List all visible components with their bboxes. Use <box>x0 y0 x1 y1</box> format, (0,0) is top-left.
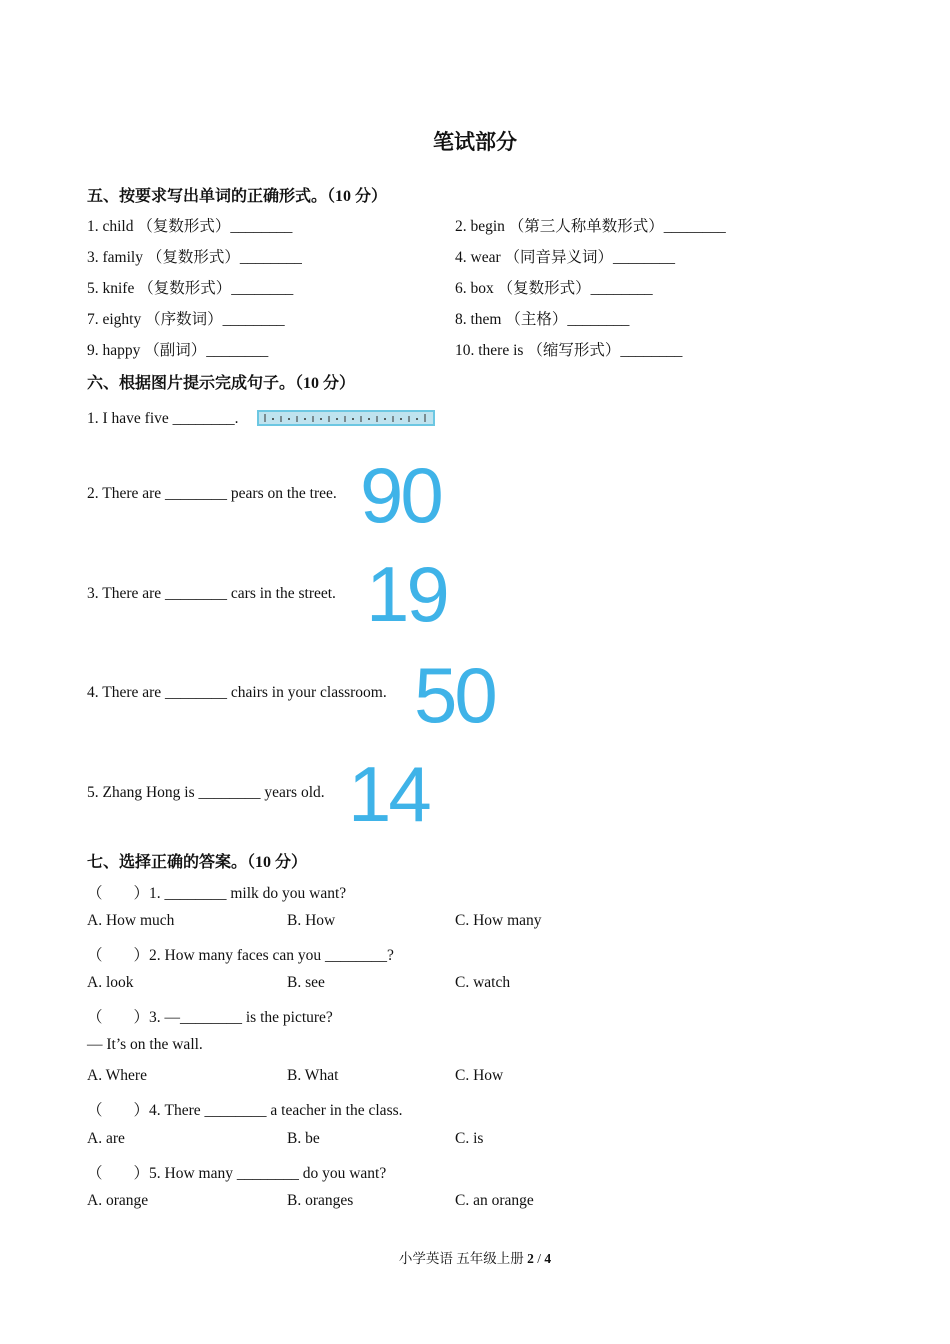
section-6-heading: 六、根据图片提示完成句子。（10 分） <box>87 375 356 392</box>
q3-stem: （ ）3. —________ is the picture? <box>87 1009 333 1026</box>
number-picture-50: 50 <box>414 651 495 739</box>
s6-item-4: 4. There are ________ chairs in your classroom. <box>87 684 387 701</box>
s5-item-1: 1. child （复数形式）________ <box>87 218 293 235</box>
section-5-heading: 五、按要求写出单词的正确形式。（10 分） <box>87 188 388 205</box>
q2-stem: （ ）2. How many faces can you ________? <box>87 947 394 964</box>
q1-stem: （ ）1. ________ milk do you want? <box>87 885 347 902</box>
s5-item-9: 9. happy （副词）________ <box>87 342 269 359</box>
q5-option-b: B. oranges <box>287 1192 354 1209</box>
q4-option-a: A. are <box>87 1130 125 1147</box>
q1-option-a: A. How much <box>87 912 175 929</box>
q2-option-a: A. look <box>87 974 134 991</box>
page-separator: / <box>533 1251 545 1266</box>
number-picture-19: 19 <box>366 550 447 638</box>
q2-option-c: C. watch <box>455 974 511 991</box>
q4-stem: （ ）4. There ________ a teacher in the class. <box>87 1102 403 1119</box>
s6-item-2: 2. There are ________ pears on the tree. <box>87 485 337 502</box>
q2-option-b: B. see <box>287 974 325 991</box>
q1-option-c: C. How many <box>455 912 542 929</box>
q5-option-a: A. orange <box>87 1192 149 1209</box>
q1-option-b: B. How <box>287 912 336 929</box>
page-footer <box>0 1247 950 1267</box>
s5-item-5: 5. knife （复数形式）________ <box>87 280 294 297</box>
s5-item-2: 2. begin （第三人称单数形式）________ <box>455 218 726 235</box>
s5-item-6: 6. box （复数形式）________ <box>455 280 653 297</box>
s5-item-8: 8. them （主格）________ <box>455 311 630 328</box>
q5-stem: （ ）5. How many ________ do you want? <box>87 1165 387 1182</box>
q4-option-c: C. is <box>455 1130 484 1147</box>
s6-item-5: 5. Zhang Hong is ________ years old. <box>87 784 325 801</box>
q4-option-b: B. be <box>287 1130 320 1147</box>
footer-label: 小学英语 五年级上册 <box>398 1251 528 1266</box>
q3-option-a: A. Where <box>87 1067 147 1084</box>
s6-item-3: 3. There are ________ cars in the street. <box>87 585 336 602</box>
q5-option-c: C. an orange <box>455 1192 534 1209</box>
s5-item-10: 10. there is （缩写形式）________ <box>455 342 683 359</box>
q3-option-c: C. How <box>455 1067 504 1084</box>
s5-item-4: 4. wear （同音异义词）________ <box>455 249 675 266</box>
number-picture-14: 14 <box>348 750 429 838</box>
q3-option-b: B. What <box>287 1067 339 1084</box>
s5-item-3: 3. family （复数形式）________ <box>87 249 302 266</box>
page-title: 笔试部分 <box>433 130 517 154</box>
section-7-heading: 七、选择正确的答案。（10 分） <box>87 854 308 871</box>
page-number: 2 <box>527 1251 534 1266</box>
ruler-icon <box>257 410 435 426</box>
q3-answer-line: — It’s on the wall. <box>87 1036 203 1053</box>
s5-item-7: 7. eighty （序数词）________ <box>87 311 285 328</box>
number-picture-90: 90 <box>360 451 441 539</box>
page-total: 4 <box>544 1251 552 1266</box>
s6-item-1: 1. I have five ________. <box>87 410 239 427</box>
